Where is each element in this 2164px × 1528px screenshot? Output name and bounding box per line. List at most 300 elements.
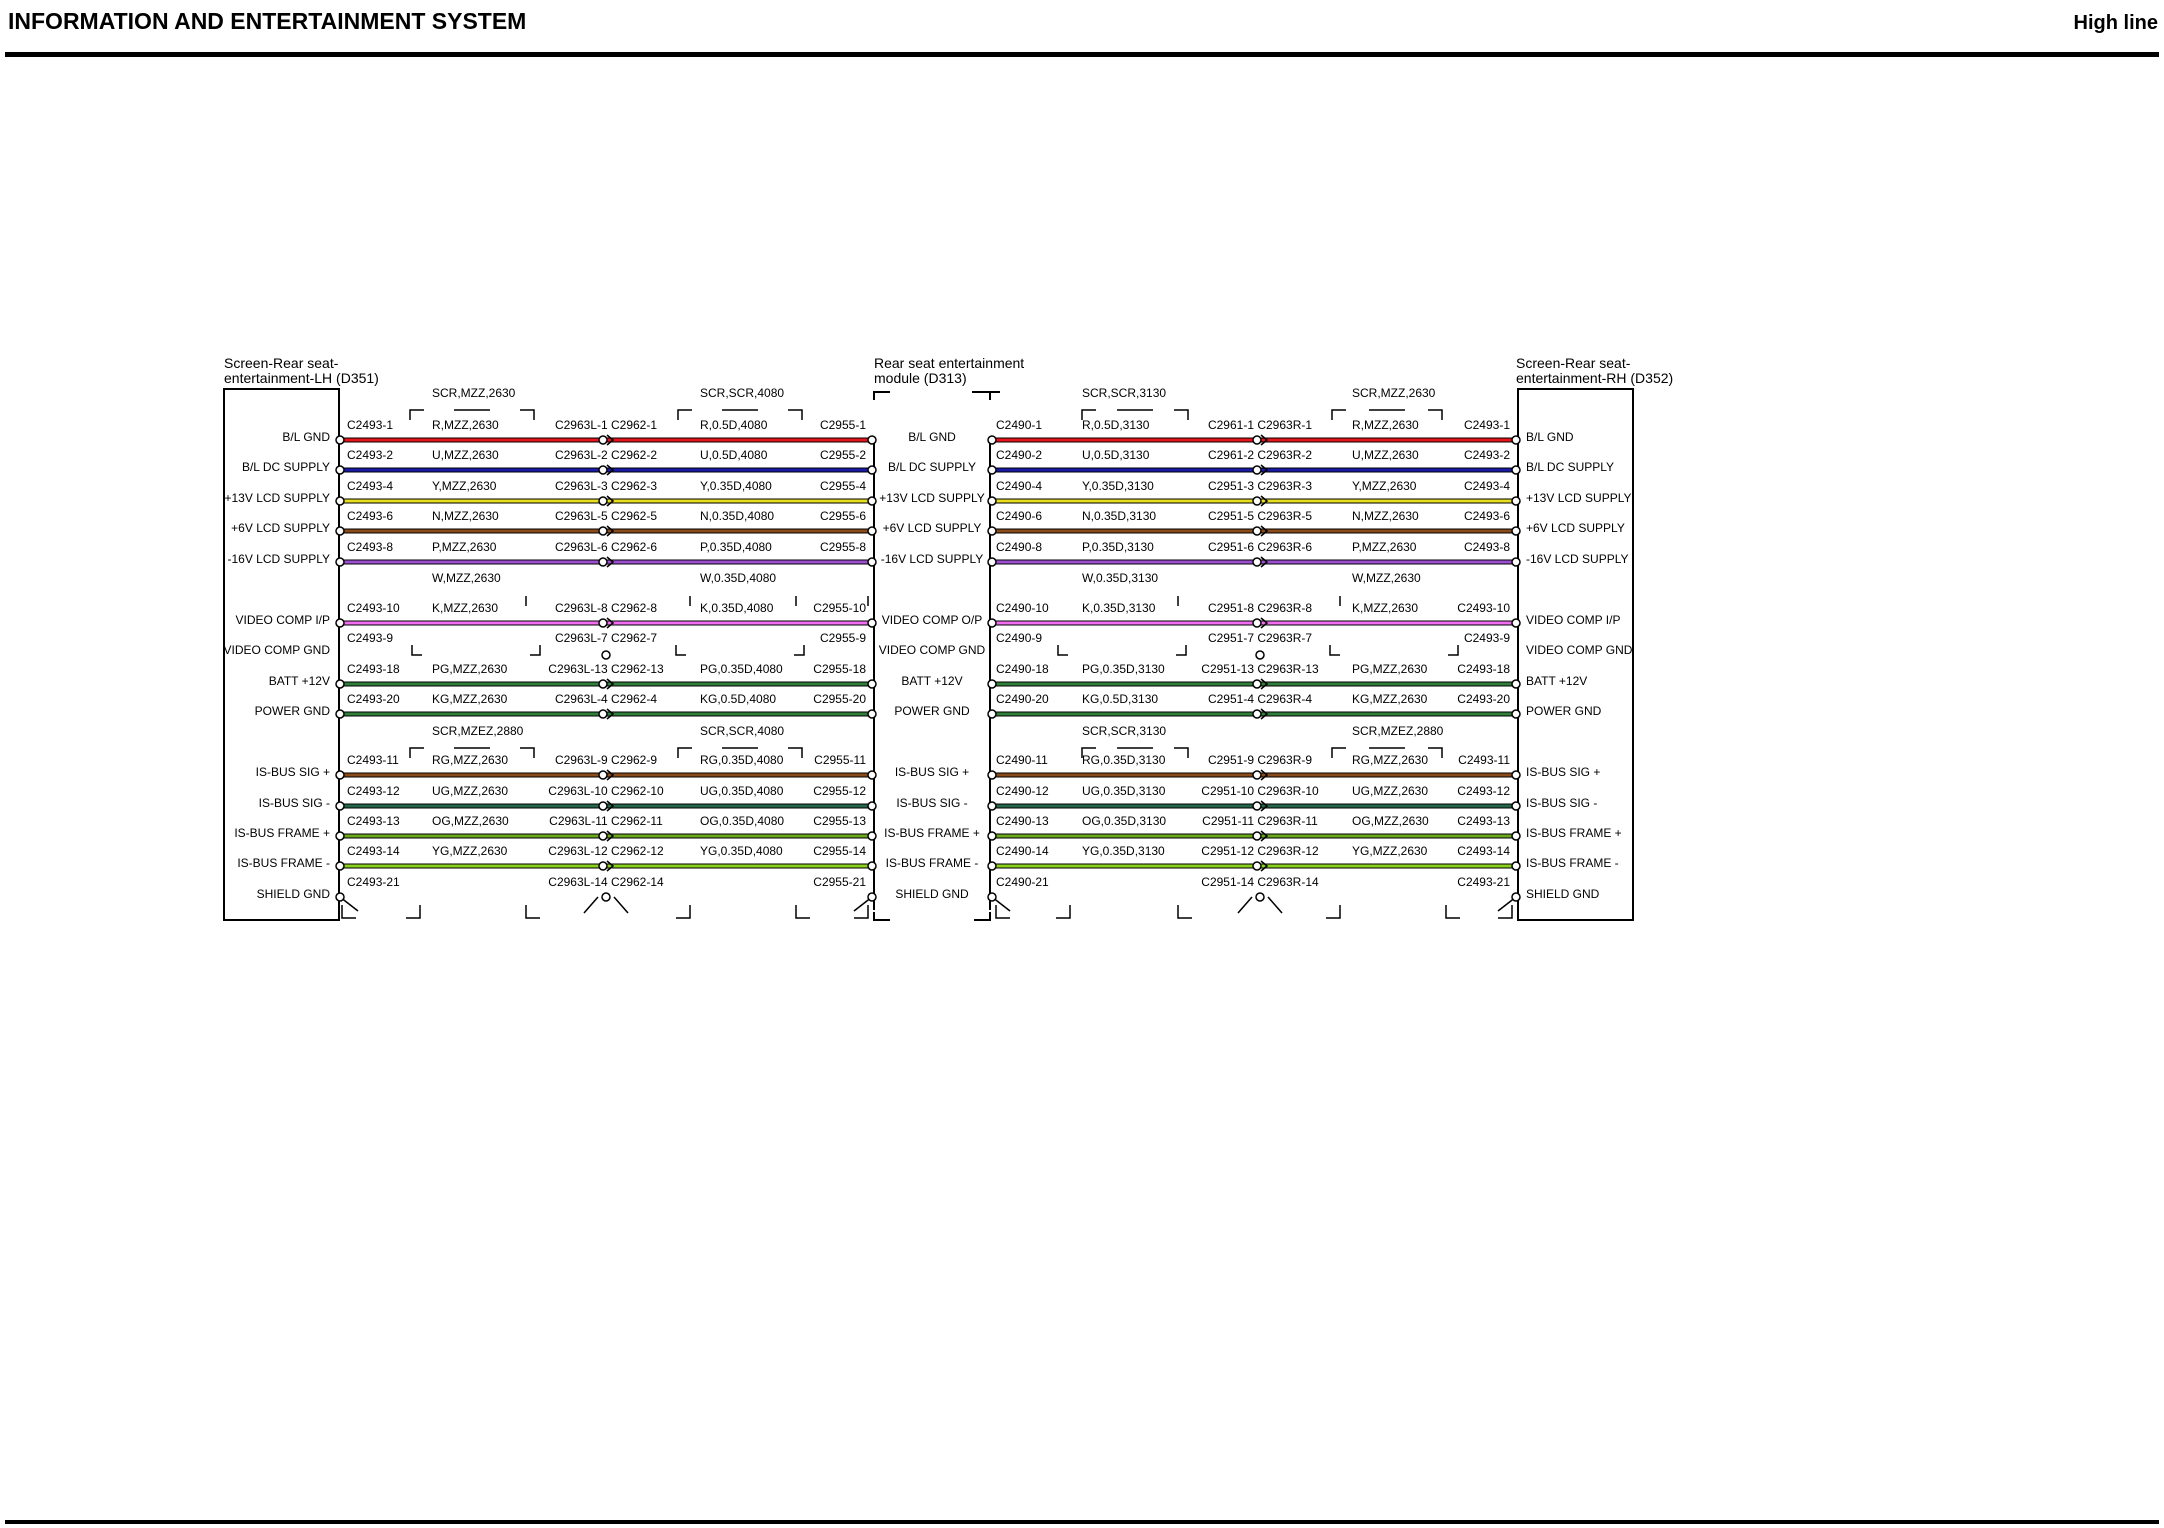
pin-label-left: +6V LCD SUPPLY <box>231 521 330 535</box>
pin-label-left: B/L DC SUPPLY <box>241 460 330 474</box>
circuit-row-isbus-sig-p <box>256 753 1601 780</box>
variant-label: High line <box>2073 12 2158 34</box>
connector-label-center-right: C2490-9 <box>996 631 1043 645</box>
pin-label-right: +6V LCD SUPPLY <box>1526 521 1625 535</box>
shield-label: W,0.35D,4080 <box>700 571 777 585</box>
connector-pin <box>1253 832 1261 840</box>
splice-label-left: C2963L-12 C2962-12 <box>548 844 664 858</box>
connector-pin <box>868 771 876 779</box>
connector-label-center-right: C2490-21 <box>996 875 1049 889</box>
pin-label-left: -16V LCD SUPPLY <box>227 552 330 566</box>
connector-label-right: C2493-20 <box>1457 692 1510 706</box>
shield-bracket <box>520 748 534 758</box>
wire-label: U,0.5D,3130 <box>1082 448 1150 462</box>
wire-label: YG,MZZ,2630 <box>1352 844 1428 858</box>
wire-label: Y,0.35D,4080 <box>700 479 772 493</box>
pin-label-right: IS-BUS SIG + <box>1526 765 1601 779</box>
wire-label: N,MZZ,2630 <box>432 509 499 523</box>
connector-pin <box>599 558 607 566</box>
pin-label-right: SHIELD GND <box>1526 887 1600 901</box>
connector-pin <box>1253 771 1261 779</box>
splice-label-left: C2963L-8 C2962-8 <box>554 601 658 615</box>
connector-pin <box>1512 680 1520 688</box>
wire-label: K,MZZ,2630 <box>1352 601 1419 615</box>
connector-label-left: C2493-18 <box>347 662 400 676</box>
pin-label-center: VIDEO COMP O/P <box>881 613 983 627</box>
pin-label-right: POWER GND <box>1526 704 1602 718</box>
connector-label-left: C2493-12 <box>347 784 400 798</box>
wire-label: K,0.35D,4080 <box>700 601 774 615</box>
connector-pin <box>599 436 607 444</box>
pin-label-right: VIDEO COMP GND <box>1526 643 1633 657</box>
circuit-row-batt <box>269 662 1588 689</box>
circuit-row-isbus-fr-m <box>237 844 1618 871</box>
connector-pin <box>868 527 876 535</box>
wire-label: N,MZZ,2630 <box>1352 509 1419 523</box>
splice-label-left: C2963L-1 C2962-1 <box>554 418 658 432</box>
connector-label-center-left: C2955-14 <box>813 844 866 858</box>
connector-pin <box>1253 862 1261 870</box>
shield-bracket <box>796 905 810 918</box>
wire-label: RG,MZZ,2630 <box>1352 753 1429 767</box>
connector-pin <box>336 619 344 627</box>
shield-label: W,MZZ,2630 <box>432 571 501 585</box>
splice-label-left: C2963L-3 C2962-3 <box>554 479 658 493</box>
splice-label-left: C2963L-6 C2962-6 <box>554 540 658 554</box>
splice-label-right: C2951-7 C2963R-7 <box>1207 631 1313 645</box>
connector-pin <box>1256 893 1264 901</box>
connector-pin <box>868 832 876 840</box>
connector-label-right: C2493-10 <box>1457 601 1510 615</box>
wire-label: OG,MZZ,2630 <box>432 814 509 828</box>
connector-label-center-right: C2490-2 <box>996 448 1043 462</box>
connector-pin <box>1512 802 1520 810</box>
pin-label-left: POWER GND <box>254 704 330 718</box>
connector-pin <box>988 832 996 840</box>
shield-bracket <box>854 905 868 918</box>
wire-label: U,MZZ,2630 <box>432 448 499 462</box>
connector-label-left: C2493-8 <box>347 540 394 554</box>
connector-label-center-right: C2490-8 <box>996 540 1043 554</box>
connector-pin <box>868 893 876 901</box>
connector-pin <box>1512 832 1520 840</box>
wire-label: UG,MZZ,2630 <box>432 784 509 798</box>
connector-pin <box>336 497 344 505</box>
wire-label: K,0.35D,3130 <box>1082 601 1156 615</box>
circuit-row-6v <box>231 509 1625 536</box>
pin-label-center: +13V LCD SUPPLY <box>879 491 985 505</box>
splice-label-right: C2951-10 C2963R-10 <box>1201 784 1319 798</box>
connector-label-right: C2493-1 <box>1463 418 1510 432</box>
pin-label-center: -16V LCD SUPPLY <box>880 552 984 566</box>
wire-label: R,MZZ,2630 <box>1352 418 1419 432</box>
wire-label: P,0.35D,4080 <box>700 540 772 554</box>
wire-label: K,MZZ,2630 <box>432 601 499 615</box>
connector-pin <box>1512 710 1520 718</box>
page-title: INFORMATION AND ENTERTAINMENT SYSTEM <box>8 8 527 34</box>
shield-drain <box>676 645 686 655</box>
connector-pin <box>599 802 607 810</box>
connector-label-center-right: C2490-4 <box>996 479 1043 493</box>
pin-label-left: VIDEO COMP I/P <box>235 613 330 627</box>
shield-bracket <box>1332 748 1346 758</box>
connector-pin <box>868 710 876 718</box>
connector-pin <box>1512 558 1520 566</box>
connector-label-right: C2493-2 <box>1463 448 1510 462</box>
connector-label-center-left: C2955-6 <box>819 509 866 523</box>
connector-pin <box>988 466 996 474</box>
connector-label-left: C2493-20 <box>347 692 400 706</box>
connector-pin <box>599 862 607 870</box>
connector-label-left: C2493-21 <box>347 875 400 889</box>
wire-label: UG,MZZ,2630 <box>1352 784 1429 798</box>
connector-label-right: C2493-11 <box>1458 753 1510 767</box>
circuit-row-pwr-gnd <box>255 692 1602 719</box>
connector-pin <box>336 802 344 810</box>
wire-label: RG,0.35D,3130 <box>1082 753 1166 767</box>
connector-pin <box>1512 527 1520 535</box>
wire-label: U,0.5D,4080 <box>700 448 768 462</box>
shield-bracket <box>406 905 420 918</box>
pin-label-center: SHIELD GND <box>895 887 969 901</box>
shield-bracket <box>788 748 802 758</box>
wire-label: YG,MZZ,2630 <box>432 844 508 858</box>
shield-bracket <box>1498 905 1512 918</box>
wire-label: R,0.5D,3130 <box>1082 418 1150 432</box>
connector-pin <box>599 832 607 840</box>
connector-label-center-left: C2955-10 <box>813 601 866 615</box>
connector-label-right: C2493-6 <box>1463 509 1510 523</box>
connector-label-center-left: C2955-8 <box>819 540 866 554</box>
module-right-code: entertainment-RH (D352) <box>1516 370 1674 386</box>
shield-label: W,MZZ,2630 <box>1352 571 1421 585</box>
shield-drain <box>794 645 804 655</box>
connector-pin <box>1512 497 1520 505</box>
connector-label-center-left: C2955-11 <box>814 753 866 767</box>
connector-pin <box>602 893 610 901</box>
connector-pin <box>1512 893 1520 901</box>
connector-label-right: C2493-9 <box>1463 631 1510 645</box>
connector-pin <box>868 802 876 810</box>
connector-label-center-left: C2955-13 <box>813 814 866 828</box>
connector-label-center-left: C2955-2 <box>819 448 866 462</box>
connector-pin <box>1512 619 1520 627</box>
module-left-code: entertainment-LH (D351) <box>224 370 379 386</box>
pin-label-center: VIDEO COMP GND <box>878 643 986 657</box>
connector-pin <box>988 710 996 718</box>
pin-label-right: IS-BUS FRAME - <box>1526 856 1619 870</box>
shield-bracket <box>1428 410 1442 420</box>
splice-label-right: C2951-4 C2963R-4 <box>1207 692 1313 706</box>
connector-label-center-right: C2490-10 <box>996 601 1049 615</box>
connector-label-center-left: C2955-4 <box>819 479 866 493</box>
connector-pin <box>602 651 610 659</box>
connector-pin <box>988 771 996 779</box>
wire-label: OG,0.35D,4080 <box>700 814 785 828</box>
connector-pin <box>1512 771 1520 779</box>
shield-bracket <box>1428 748 1442 758</box>
splice-label-right: C2951-6 C2963R-6 <box>1207 540 1313 554</box>
pin-label-right: IS-BUS SIG - <box>1526 796 1598 810</box>
module-center-code: module (D313) <box>874 370 967 386</box>
shield-bracket <box>1056 905 1070 918</box>
wire-label: KG,0.5D,3130 <box>1082 692 1159 706</box>
connector-label-right: C2493-21 <box>1457 875 1510 889</box>
pin-label-center: B/L DC SUPPLY <box>887 460 977 474</box>
connector-pin <box>599 466 607 474</box>
connector-label-right: C2493-12 <box>1457 784 1510 798</box>
wire-label: PG,0.35D,3130 <box>1082 662 1165 676</box>
connector-pin <box>868 466 876 474</box>
pin-label-left: +13V LCD SUPPLY <box>224 491 330 505</box>
circuit-row-shield-gnd <box>257 875 1600 913</box>
splice-label-left: C2963L-7 C2962-7 <box>554 631 658 645</box>
connector-pin <box>988 436 996 444</box>
shield-drain <box>1448 645 1458 655</box>
wire-label: Y,0.35D,3130 <box>1082 479 1154 493</box>
connector-label-center-right: C2490-14 <box>996 844 1049 858</box>
connector-label-left: C2493-9 <box>347 631 394 645</box>
module-left-name: Screen-Rear seat- <box>224 355 339 371</box>
shield-bracket <box>410 748 424 758</box>
connector-label-right: C2493-4 <box>1463 479 1510 493</box>
module-right-name: Screen-Rear seat- <box>1516 355 1631 371</box>
connector-pin <box>988 558 996 566</box>
connector-pin <box>336 527 344 535</box>
splice-label-left: C2963L-2 C2962-2 <box>554 448 658 462</box>
circuit-row-vid-ip <box>236 601 1621 628</box>
pin-label-left: VIDEO COMP GND <box>223 643 330 657</box>
wire-label: R,MZZ,2630 <box>432 418 499 432</box>
connector-label-left: C2493-11 <box>347 753 399 767</box>
module-center-name: Rear seat entertainment <box>874 355 1025 371</box>
connector-pin <box>868 436 876 444</box>
pin-label-right: +13V LCD SUPPLY <box>1526 491 1632 505</box>
wire-label: OG,MZZ,2630 <box>1352 814 1429 828</box>
splice-label-left: C2963L-5 C2962-5 <box>554 509 658 523</box>
connector-pin <box>599 680 607 688</box>
splice-label-right: C2951-13 C2963R-13 <box>1201 662 1319 676</box>
connector-pin <box>1253 802 1261 810</box>
connector-pin <box>336 680 344 688</box>
connector-label-center-right: C2490-6 <box>996 509 1043 523</box>
connector-label-center-left: C2955-12 <box>813 784 866 798</box>
shield-bracket <box>788 410 802 420</box>
splice-label-right: C2951-9 C2963R-9 <box>1207 753 1313 767</box>
shield-label: SCR,MZZ,2630 <box>432 386 516 400</box>
shield-group-s2 <box>432 571 1421 585</box>
wire-label: RG,MZZ,2630 <box>432 753 509 767</box>
shield-drain <box>412 645 422 655</box>
shield-drain <box>1058 645 1068 655</box>
connector-pin <box>336 466 344 474</box>
wire-label: U,MZZ,2630 <box>1352 448 1419 462</box>
pin-label-right: B/L DC SUPPLY <box>1526 460 1615 474</box>
pin-label-center: +6V LCD SUPPLY <box>882 521 982 535</box>
shield-bracket <box>1446 905 1460 918</box>
connector-pin <box>1253 497 1261 505</box>
splice-label-right: C2951-12 C2963R-12 <box>1201 844 1319 858</box>
pin-label-center: B/L GND <box>908 430 956 444</box>
splice-label-right: C2951-11 C2963R-11 <box>1202 814 1318 828</box>
connector-pin <box>988 802 996 810</box>
shield-bracket <box>1178 905 1192 918</box>
connector-pin <box>1253 527 1261 535</box>
wire-label: R,0.5D,4080 <box>700 418 768 432</box>
splice-label-left: C2963L-14 C2962-14 <box>548 875 664 889</box>
connector-label-center-right: C2490-1 <box>996 418 1043 432</box>
connector-label-right: C2493-14 <box>1457 844 1510 858</box>
wire-label: N,0.35D,4080 <box>700 509 775 523</box>
shield-group-s1 <box>410 386 1442 420</box>
connector-label-right: C2493-18 <box>1457 662 1510 676</box>
connector-pin <box>1512 436 1520 444</box>
shield-label: SCR,MZEZ,2880 <box>432 724 524 738</box>
connector-pin <box>1512 466 1520 474</box>
wire-label: P,MZZ,2630 <box>1352 540 1417 554</box>
connector-pin <box>336 558 344 566</box>
pin-label-right: BATT +12V <box>1526 674 1588 688</box>
connector-label-center-left: C2955-18 <box>813 662 866 676</box>
pin-label-center: POWER GND <box>894 704 970 718</box>
shield-drain <box>1176 645 1186 655</box>
circuit-row-isbus-fr-p <box>234 814 1621 841</box>
circuit-row-13v <box>225 479 1632 506</box>
connector-pin <box>988 527 996 535</box>
shield-bracket <box>996 905 1010 918</box>
pin-label-left: B/L GND <box>282 430 330 444</box>
shield-bracket <box>1174 410 1188 420</box>
connector-pin <box>1256 651 1264 659</box>
connector-label-right: C2493-13 <box>1457 814 1510 828</box>
connector-pin <box>868 680 876 688</box>
connector-pin <box>599 710 607 718</box>
pin-label-left: IS-BUS FRAME - <box>237 856 330 870</box>
pin-label-right: VIDEO COMP I/P <box>1526 613 1621 627</box>
connector-pin <box>1253 619 1261 627</box>
wire-label: PG,0.35D,4080 <box>700 662 783 676</box>
connector-label-right: C2493-8 <box>1463 540 1510 554</box>
connector-pin <box>599 619 607 627</box>
splice-label-right: C2951-8 C2963R-8 <box>1207 601 1313 615</box>
circuit-row-vid-gnd <box>224 631 1633 659</box>
wire-label: PG,MZZ,2630 <box>1352 662 1428 676</box>
connector-pin <box>336 893 344 901</box>
pin-label-left: IS-BUS FRAME + <box>234 826 330 840</box>
connector-pin <box>988 862 996 870</box>
connector-label-left: C2493-4 <box>347 479 394 493</box>
connector-label-left: C2493-14 <box>347 844 400 858</box>
circuit-row-bl-dc <box>242 448 1614 475</box>
shield-bracket <box>1332 410 1346 420</box>
splice-label-right: C2951-3 C2963R-3 <box>1207 479 1313 493</box>
connector-pin <box>1253 558 1261 566</box>
connector-pin <box>336 710 344 718</box>
wire-label: RG,0.35D,4080 <box>700 753 784 767</box>
circuit-row-bl-gnd <box>282 418 1573 445</box>
connector-pin <box>336 771 344 779</box>
connector-pin <box>1253 466 1261 474</box>
connector-label-center-right: C2490-13 <box>996 814 1049 828</box>
wire-label: PG,MZZ,2630 <box>432 662 508 676</box>
connector-pin <box>868 497 876 505</box>
shield-bracket <box>410 410 424 420</box>
shield-bracket <box>1326 905 1340 918</box>
connector-pin <box>1512 862 1520 870</box>
wire-label: Y,MZZ,2630 <box>1352 479 1417 493</box>
connector-pin <box>599 497 607 505</box>
connector-label-left: C2493-1 <box>347 418 394 432</box>
wire-label: KG,MZZ,2630 <box>1352 692 1428 706</box>
pin-label-left: IS-BUS SIG + <box>255 765 330 779</box>
connector-pin <box>1253 710 1261 718</box>
connector-pin <box>868 558 876 566</box>
splice-label-left: C2963L-9 C2962-9 <box>554 753 658 767</box>
connector-pin <box>599 527 607 535</box>
connector-label-center-right: C2490-12 <box>996 784 1049 798</box>
circuit-rows <box>224 418 1633 913</box>
wire-label: UG,0.35D,3130 <box>1082 784 1166 798</box>
circuit-row-16v <box>228 540 1629 567</box>
shield-bracket <box>676 905 690 918</box>
shield-label: SCR,SCR,4080 <box>700 386 785 400</box>
shield-bracket <box>1174 748 1188 758</box>
connector-pin <box>336 436 344 444</box>
shield-label: SCR,SCR,3130 <box>1082 724 1167 738</box>
connector-label-left: C2493-10 <box>347 601 400 615</box>
shield-bracket <box>526 905 540 918</box>
connector-label-left: C2493-13 <box>347 814 400 828</box>
connector-pin <box>336 862 344 870</box>
wire-label: UG,0.35D,4080 <box>700 784 784 798</box>
pin-label-center: BATT +12V <box>901 674 963 688</box>
circuit-row-isbus-sig-m <box>259 784 1598 811</box>
pin-label-center: IS-BUS FRAME - <box>885 856 979 870</box>
pin-label-center: IS-BUS SIG + <box>894 765 970 779</box>
wire-label: P,0.35D,3130 <box>1082 540 1154 554</box>
pin-label-center: IS-BUS SIG - <box>896 796 968 810</box>
connector-label-left: C2493-6 <box>347 509 394 523</box>
connector-pin <box>988 893 996 901</box>
shield-label: SCR,SCR,4080 <box>700 724 785 738</box>
shield-label: W,0.35D,3130 <box>1082 571 1159 585</box>
pin-label-left: IS-BUS SIG - <box>258 796 330 810</box>
pin-label-center: IS-BUS FRAME + <box>884 826 980 840</box>
connector-label-center-left: C2955-1 <box>819 418 866 432</box>
pin-label-right: B/L GND <box>1526 430 1574 444</box>
shield-label: SCR,MZZ,2630 <box>1352 386 1436 400</box>
pin-label-left: BATT +12V <box>268 674 330 688</box>
wire-label: P,MZZ,2630 <box>432 540 497 554</box>
shield-label: SCR,SCR,3130 <box>1082 386 1167 400</box>
splice-label-left: C2963L-10 C2962-10 <box>548 784 664 798</box>
connector-pin <box>868 862 876 870</box>
splice-label-right: C2951-14 C2963R-14 <box>1201 875 1319 889</box>
wire-label: N,0.35D,3130 <box>1082 509 1157 523</box>
connector-label-center-left: C2955-20 <box>813 692 866 706</box>
connector-pin <box>988 619 996 627</box>
splice-label-right: C2961-2 C2963R-2 <box>1207 448 1313 462</box>
connector-label-center-right: C2490-11 <box>996 753 1048 767</box>
shield-label: SCR,MZEZ,2880 <box>1352 724 1444 738</box>
wire-label: KG,MZZ,2630 <box>432 692 508 706</box>
splice-label-left: C2963L-11 C2962-11 <box>549 814 663 828</box>
connector-pin <box>599 771 607 779</box>
connector-label-center-left: C2955-9 <box>819 631 866 645</box>
connector-label-center-right: C2490-20 <box>996 692 1049 706</box>
splice-label-right: C2951-5 C2963R-5 <box>1207 509 1313 523</box>
connector-label-center-left: C2955-21 <box>813 875 866 889</box>
